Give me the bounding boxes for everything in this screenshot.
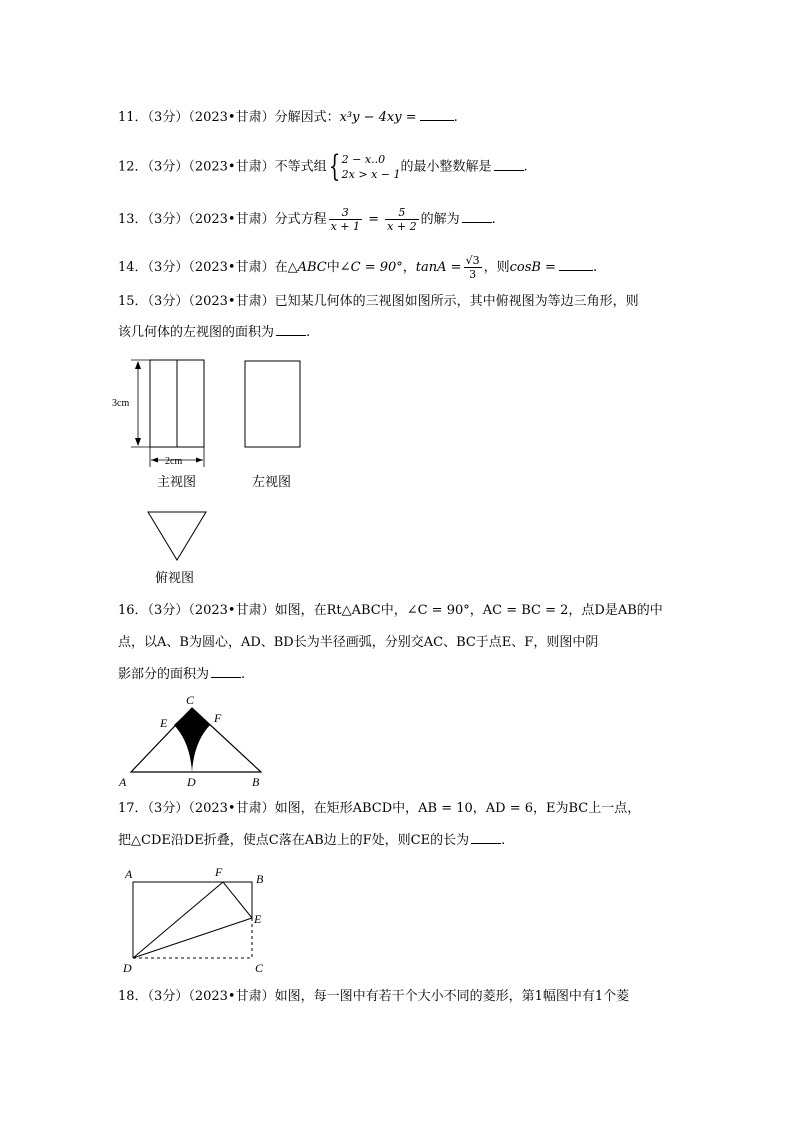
segment-fe [223,882,252,918]
question-16-line-2: 点，以A、B为圆心，AD、BD长为半径画弧，分别交AC、BC于点E、F，则图中阴 [118,635,599,650]
label-d: D [123,961,132,975]
triangle-figure [115,690,275,790]
segment-de [133,918,252,958]
answer-blank [471,831,501,844]
answer-blank [276,323,306,336]
fraction-right: $\frac{5}{x + 2}$ [387,206,417,233]
question-17-line-2: 把△CDE沿DE折叠，使点C落在AB边上的F处，则CE的长为 . [118,833,506,848]
question-14: 14．（3分）（2023•甘肃）在△ABC中∠C = 90°，tanA = $\frac{√3}{3}$ ，则cosB = . [118,254,598,281]
front-view-caption: 主视图 [157,475,197,490]
brace-symbol: { [328,149,340,184]
question-16-line-1: 16．（3分）（2023•甘肃）如图，在Rt△ABC中，∠C = 90°，AC = BC = 2，点D是AB的中 [118,603,663,618]
question-11-expression: x³y − 4xy = [339,110,417,125]
label-e: E [160,716,168,730]
shaded-region [174,708,210,772]
fraction-left: $\frac{3}{x + 1}$ [330,206,360,233]
label-d: D [187,775,196,789]
segment-df [133,882,223,958]
inequality-system: 2 − x..0 2x > x − 1 [341,153,401,181]
front-view [131,360,204,467]
question-12: 12．（3分）（2023•甘肃）不等式组{ 2 − x..0 2x > x − 1 的最小整数解是 . [118,149,528,184]
answer-blank [211,665,241,678]
label-e: E [254,912,262,926]
height-label: 3cm [112,398,130,409]
label-b: B [256,872,264,886]
label-f: F [215,865,223,879]
question-14-text: 14．（3分）（2023•甘肃）在 [118,260,288,275]
label-a: A [119,775,127,789]
answer-blank [559,258,593,271]
top-view-caption: 俯视图 [155,571,195,586]
question-15-line-2: 该几何体的左视图的面积为 . [118,325,311,340]
question-11-text: 11．（3分）（2023•甘肃）分解因式： [118,110,340,125]
question-17-line-1: 17．（3分）（2023•甘肃）如图，在矩形ABCD中，AB = 10，AD = 6，E为BC上一点， [118,801,641,816]
width-label: 2cm [165,456,183,467]
label-f: F [214,711,222,725]
question-11: 11．（3分）（2023•甘肃）分解因式：x³y − 4xy = . [118,110,458,125]
left-view-caption: 左视图 [252,475,292,490]
question-15-line-1: 15．（3分）（2023•甘肃）已知某几何体的三视图如图所示，其中俯视图为等边三角形，则 [118,294,639,309]
label-a: A [125,867,133,881]
answer-blank [420,108,454,121]
question-12-text: 12．（3分）（2023•甘肃）不等式组 [118,159,327,175]
label-b: B [252,775,260,789]
question-16-line-3: 影部分的面积为 . [118,667,246,682]
label-c: C [186,693,195,707]
left-view [245,361,300,447]
rectangle-abcd [133,882,252,958]
fraction-sqrt3-over-3: $\frac{√3}{3}$ [465,254,480,281]
question-13-text: 13．（3分）（2023•甘肃）分式方程 [118,212,327,227]
answer-blank [462,210,492,223]
rectangle-fold-figure [115,860,285,978]
label-c: C [255,961,264,975]
answer-blank [494,158,524,171]
top-view [148,512,206,560]
question-18-line-1: 18．（3分）（2023•甘肃）如图，每一图中有若干个大小不同的菱形，第1幅图中有1个菱 [118,989,630,1004]
question-13: 13．（3分）（2023•甘肃）分式方程 $\frac{3}{x + 1}$ = $\frac{5}{x + 2}$ 的解为 . [118,206,496,233]
